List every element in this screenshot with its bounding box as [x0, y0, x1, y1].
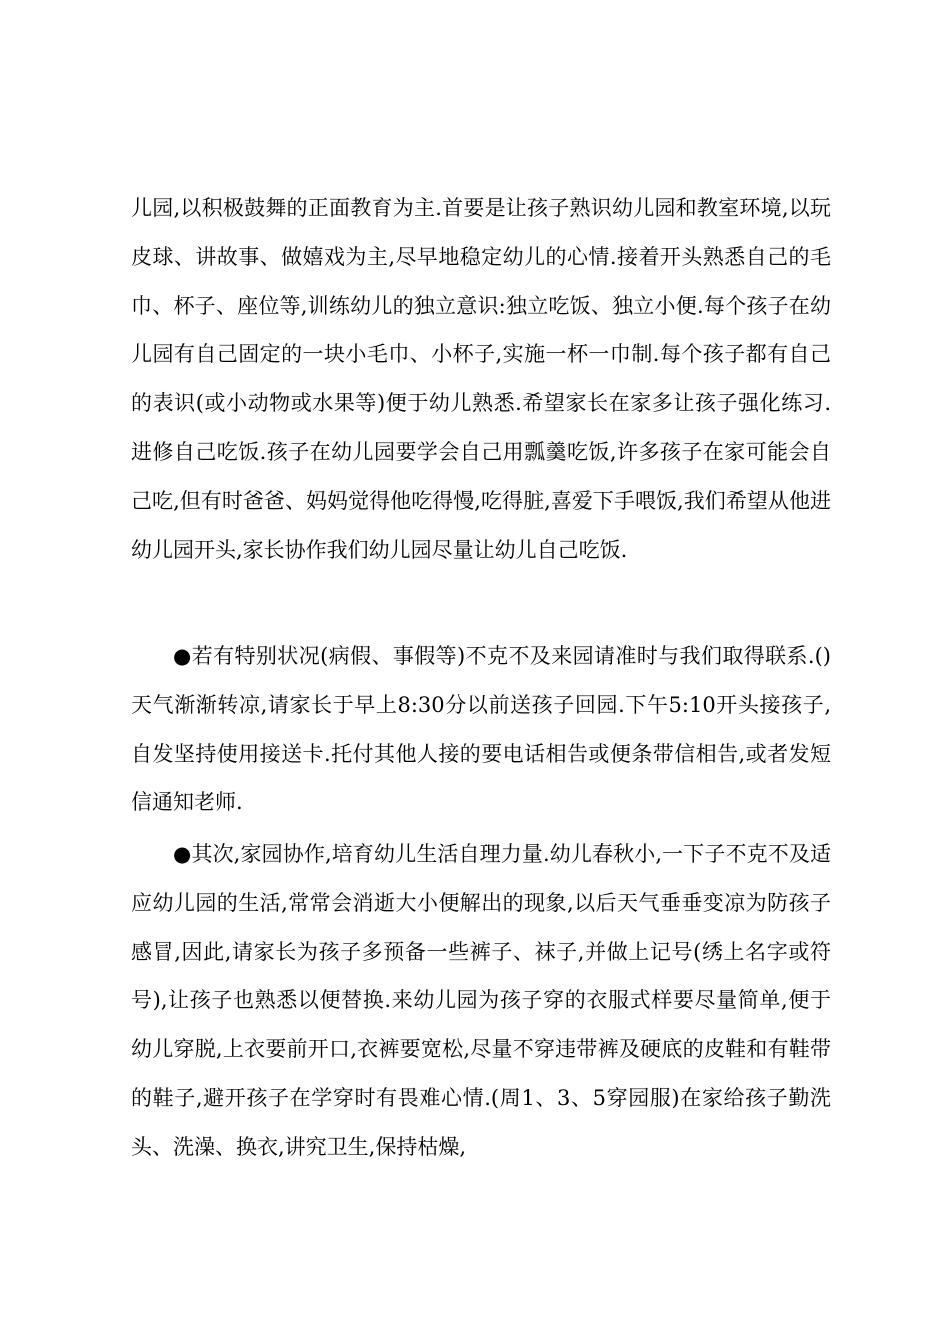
paragraph-text: ●其次,家园协作,培育幼儿生活自理力量.幼儿春秋小,一下子不克不及适应幼儿园的生活,常常会消逝大小便解出的现象,以后天气垂垂变凉为防孩子感冒,因此,请家长为孩子多预备一些裤子、袜子,并做上记号(绣上名字或符号),让孩子也熟悉以便替换.来幼儿园为孩子穿的衣服式样要尽量简单,便于幼儿穿脱,上衣要前开口,衣裤要宽松,尽量不穿违带裤及硬底的皮鞋和有鞋带的鞋子,避开孩子在学穿时有畏难心情.(周1、3、5穿园服)在家给孩子勤洗头、洗澡、换衣,讲究卫生,保持枯燥, — [131, 842, 831, 1159]
paragraph-continuation — [131, 184, 831, 574]
paragraph-text: 儿园,以积极鼓舞的正面教育为主.首要是让孩子熟识幼儿园和教室环境,以玩皮球、讲故事、做嬉戏为主,尽早地稳定幼儿的心情.接着开头熟悉自己的毛巾、杯子、座位等,训练幼儿的独立意识:独立吃饭、独立小便.每个孩子在幼儿园有自己固定的一块小毛巾、小杯子,实施一杯一巾制.每个孩子都有自己的表识(或小动物或水果等)便于幼儿熟悉.希望家长在家多让孩子强化练习.进修自己吃饭.孩子在幼儿园要学会自己用瓢羹吃饭,许多孩子在家可能会自己吃,但有时爸爸、妈妈觉得他吃得慢,吃得脏,喜爱下手喂饭,我们希望从他进幼儿园开头,家长协作我们幼儿园尽量让幼儿自己吃饭. — [131, 196, 831, 562]
paragraph-text: ●若有特别状况(病假、事假等)不克不及来园请准时与我们取得联系.()天气渐渐转凉,请家长于早上8:30分以前送孩子回园.下午5:10开头接孩子,自发坚持使用接送卡.托付其他人接的要电话相告或便条带信相告,或者发短信通知老师. — [131, 644, 831, 815]
paragraph-contact-notice — [131, 632, 831, 827]
paragraph-self-care — [131, 830, 831, 1172]
